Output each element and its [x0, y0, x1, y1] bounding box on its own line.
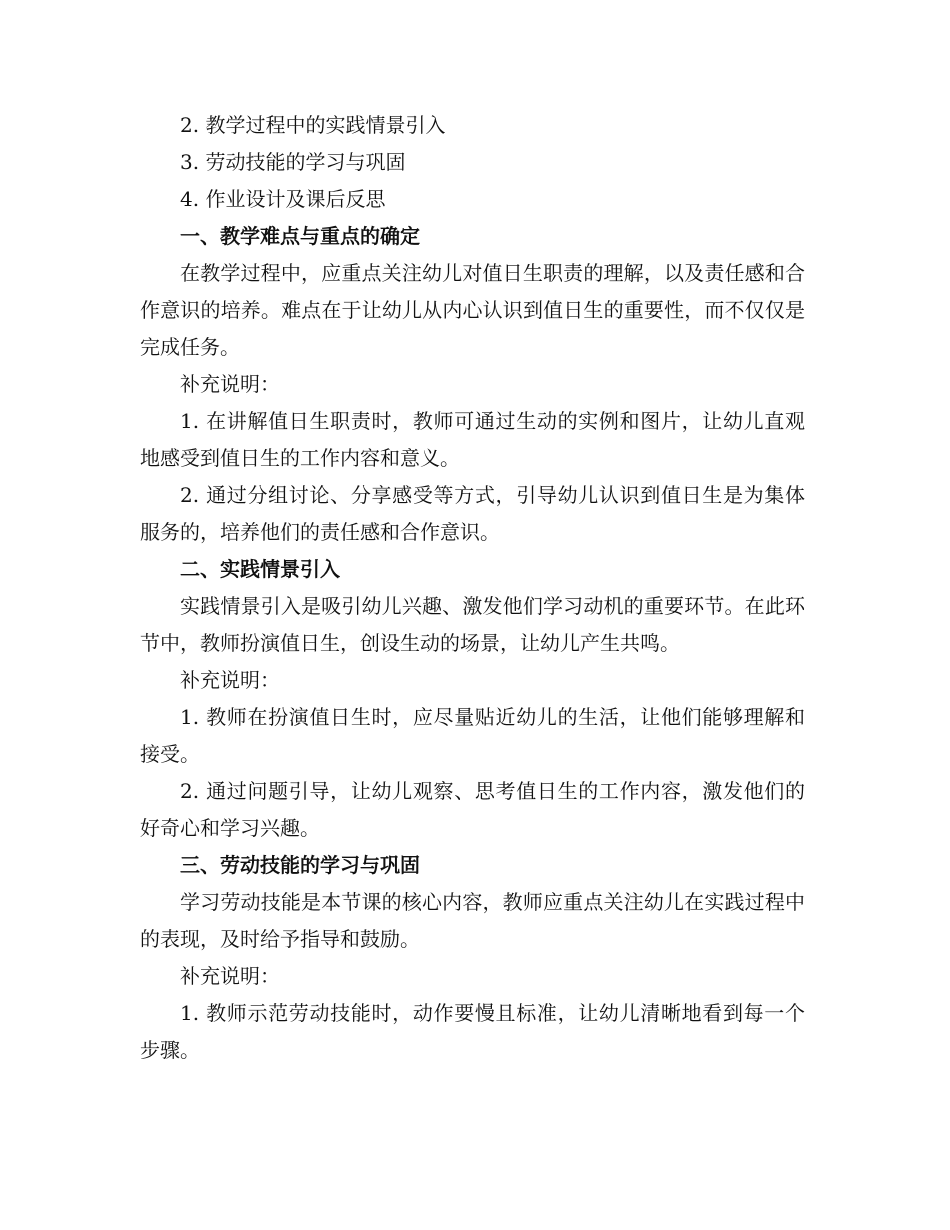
supplement-item-2: 2. 通过问题引导，让幼儿观察、思考值日生的工作内容，激发他们的好奇心和学习兴趣。: [140, 779, 805, 840]
supplement-label: 补充说明：: [180, 964, 280, 988]
list-item-4: 4. 作业设计及课后反思: [180, 187, 386, 211]
list-item-3: 3. 劳动技能的学习与巩固: [180, 150, 406, 174]
body-paragraph: 学习劳动技能是本节课的核心内容，教师应重点关注幼儿在实践过程中的表现，及时给予指导和鼓励。: [140, 890, 805, 951]
section-heading-2: 二、实践情景引入: [180, 557, 340, 581]
supplement-label: 补充说明：: [180, 372, 280, 396]
section-heading-1: 一、教学难点与重点的确定: [180, 224, 420, 248]
list-item-2: 2. 教学过程中的实践情景引入: [180, 113, 446, 137]
body-paragraph: 实践情景引入是吸引幼儿兴趣、激发他们学习动机的重要环节。在此环节中，教师扮演值日生，创设生动的场景，让幼儿产生共鸣。: [140, 594, 805, 655]
section-heading-3: 三、劳动技能的学习与巩固: [180, 853, 420, 877]
supplement-item-1: 1. 教师示范劳动技能时，动作要慢且标准，让幼儿清晰地看到每一个步骤。: [140, 1001, 805, 1062]
supplement-item-1: 1. 教师在扮演值日生时，应尽量贴近幼儿的生活，让他们能够理解和接受。: [140, 705, 805, 766]
supplement-item-1: 1. 在讲解值日生职责时，教师可通过生动的实例和图片，让幼儿直观地感受到值日生的工作内容和意义。: [140, 409, 805, 470]
supplement-label: 补充说明：: [180, 668, 280, 692]
body-paragraph: 在教学过程中，应重点关注幼儿对值日生职责的理解，以及责任感和合作意识的培养。难点在于让幼儿从内心认识到值日生的重要性，而不仅仅是完成任务。: [140, 261, 805, 359]
document-body: [140, 107, 805, 1069]
supplement-item-2: 2. 通过分组讨论、分享感受等方式，引导幼儿认识到值日生是为集体服务的，培养他们的责任感和合作意识。: [140, 483, 805, 544]
